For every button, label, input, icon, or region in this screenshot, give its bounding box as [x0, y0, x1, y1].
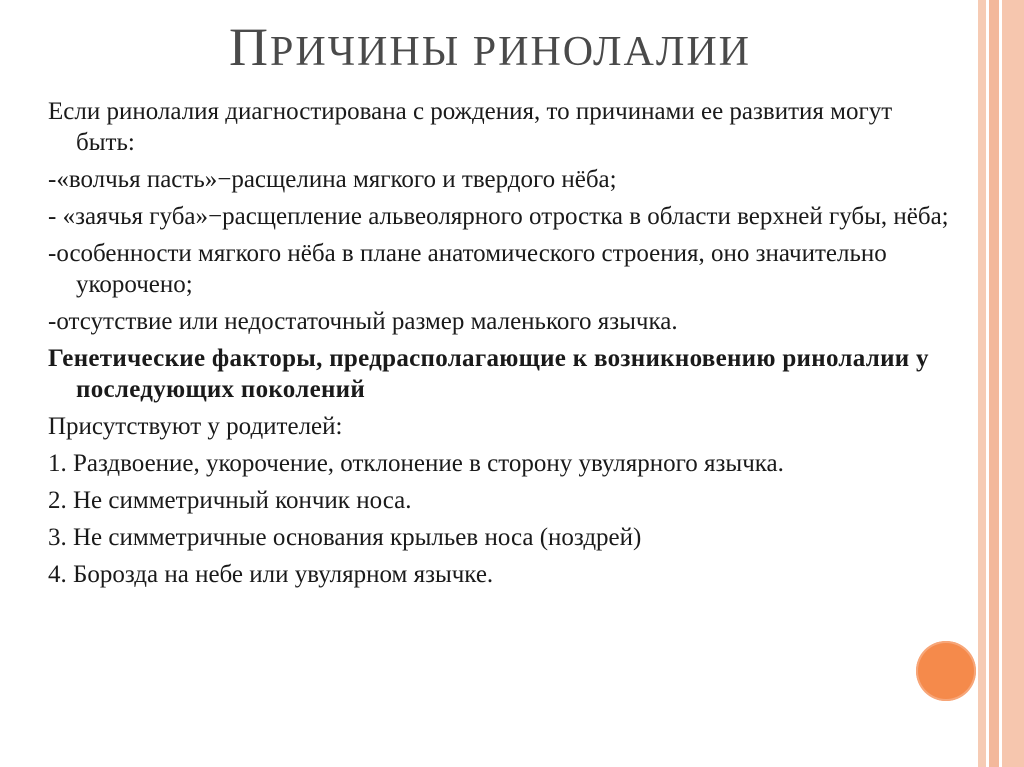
title-rest: РИЧИНЫ РИНОЛАЛИИ: [270, 29, 751, 75]
decorative-circle: [916, 641, 976, 701]
title-initial: П: [229, 17, 270, 77]
body-paragraph: - «заячья губа»−расщепление альвеолярного отростка в области верхней губы, нёба;: [48, 203, 949, 230]
body-paragraph: Если ринолалия диагностирована с рождения, то причинами ее развития могут быть:: [48, 98, 893, 156]
body-paragraph: 4. Борозда на небе или увулярном язычке.: [48, 561, 494, 588]
stripe: [978, 0, 986, 767]
body-paragraph: Присутствуют у родителей:: [48, 413, 343, 440]
body-paragraph: 3. Не симметричные основания крыльев носа (ноздрей): [48, 524, 642, 551]
body-paragraph: 1. Раздвоение, укорочение, отклонение в сторону увулярного язычка.: [48, 450, 784, 477]
stripe: [989, 0, 999, 767]
decorative-stripes: [978, 0, 1024, 767]
body-paragraph: -«волчья пасть»−расщелина мягкого и твердого нёба;: [48, 166, 617, 193]
slide-title: [0, 16, 980, 78]
body-paragraph: Генетические факторы, предрасполагающие к возникновению ринолалии у последующих поколений: [48, 345, 929, 403]
stripe: [1002, 0, 1024, 767]
slide-body: [48, 96, 952, 596]
body-paragraph: -отсутствие или недостаточный размер маленького язычка.: [48, 308, 678, 335]
body-paragraph: -особенности мягкого нёба в плане анатомического строения, оно значительно укорочено;: [48, 240, 887, 298]
body-paragraph: 2. Не симметричный кончик носа.: [48, 487, 412, 514]
